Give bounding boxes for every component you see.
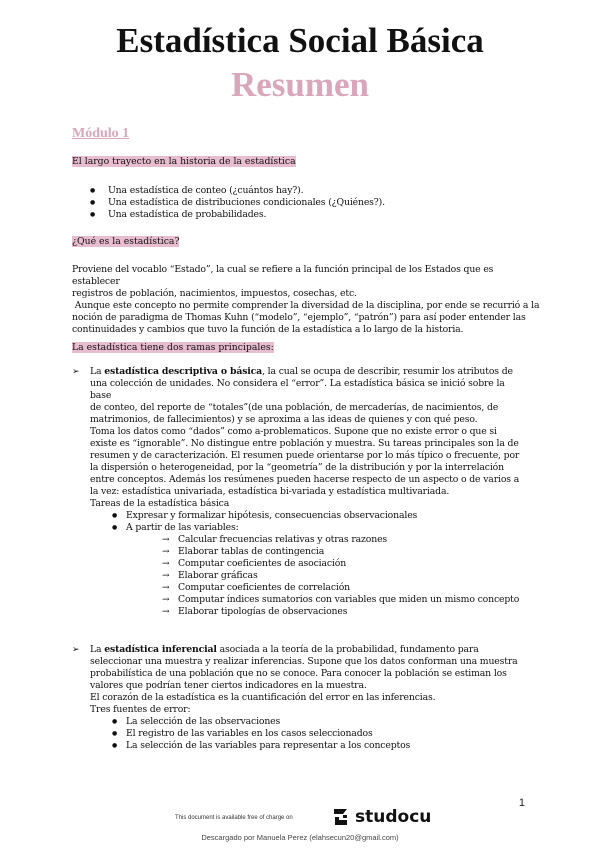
paragraph-line: existe es “ignorable”. No distingue entre población y muestra. Su tareas principales son la de [90, 438, 519, 449]
branch-rest: asociada a la teoría de la probabilidad, fundamento para [216, 644, 479, 655]
paragraph-line: continuidades y cambios que tuvo la función de la estadística a lo largo de la historia. [72, 324, 464, 335]
section-heading-definition-text: ¿Qué es la estadística? [72, 236, 180, 247]
paragraph-line: El corazón de la estadística es la cuantificación del error en las inferencias. [90, 692, 436, 703]
paragraph-line: probabilística de una población que no se conoce. Para conocer la población se estiman los [90, 668, 507, 679]
paragraph-line: Tres fuentes de error: [90, 704, 191, 715]
branch-intro-line [90, 644, 526, 656]
section-heading-branches [72, 342, 274, 353]
paragraph-line: Proviene del vocablo “Estado”, la cual se refiere a la función principal de los Estados que es establecer [72, 264, 494, 287]
list-item: → Computar índices sumatorios con variables que miden un mismo concepto [90, 594, 526, 606]
module-heading: Módulo 1 [72, 126, 130, 141]
paragraph-line: entre conceptos. Además los resúmenes pueden hacerse respecto de un aspecto o de varios a [90, 474, 520, 485]
paragraph-line: Aunque este concepto no permite comprender la diversidad de la disciplina, por ende se recurrió a la [72, 300, 540, 311]
list-item: → Elaborar tipologías de observaciones [90, 606, 526, 618]
list-item: ● El registro de las variables en los casos seleccionados [90, 728, 526, 740]
paragraph-line: la vez: estadística univariada, estadística bi-variada y estadística multivariada. [90, 486, 450, 497]
section-heading-history-text: El largo trayecto en la historia de la estadística [72, 156, 296, 167]
list-item-label: A partir de las variables: [126, 522, 239, 533]
studocu-mark-icon [330, 806, 352, 828]
studocu-logo[interactable] [330, 806, 430, 828]
error-sources-list [90, 716, 526, 752]
branch-term: estadística descriptiva o básica [104, 366, 263, 377]
list-item [90, 522, 526, 534]
paragraph-line: la dispersión o heterogeneidad, por la “geometría” de la distribución y por la interrelación [90, 462, 504, 473]
history-list [72, 185, 385, 221]
paragraph-line: de conteo, del reporte de “totales”(de una población, de mercaderías, de nacimientos, de [90, 402, 499, 413]
arrow-bullet-icon: ➢ [72, 645, 80, 655]
branch-lead: La [90, 644, 105, 655]
list-item: ● La selección de las variables para representar a los conceptos [90, 740, 526, 752]
paragraph-line: registros de población, nacimientos, impuestos, cosechas, etc. [72, 288, 357, 299]
tasks-list [90, 510, 526, 534]
paragraph-line: resumen y de caracterización. El resumen puede orientarse por lo más típico o frecuente, por [90, 450, 520, 461]
studocu-wordmark: studocu [355, 807, 432, 827]
list-item: → Computar coeficientes de asociación [90, 558, 526, 570]
section-heading-definition [72, 236, 179, 247]
download-note: Descargado por Manuela Perez (elahsecun20@gmail.com) [201, 833, 399, 842]
section-heading-branches-text: La estadística tiene dos ramas principales: [72, 342, 274, 353]
document-title: Estadística Social Básica [116, 21, 484, 60]
paragraph-line: Tareas de la estadística básica [90, 498, 230, 509]
list-item: → Elaborar gráficas [90, 570, 526, 582]
paragraph-line: una colección de unidades. No considera el “error”. La estadística básica se inició sobre la base [90, 378, 505, 401]
branch-rest: , la cual se ocupa de describir, resumir los atributos de [262, 366, 513, 377]
branch-descriptiva [72, 366, 526, 618]
definition-paragraph [72, 264, 540, 336]
paragraph-line: Toma los datos como “dados” como a-problematicos. Supone que no existe error o que si [90, 426, 497, 437]
branch-intro-line [90, 366, 526, 378]
branch-inferencial [72, 644, 526, 752]
arrow-bullet-icon: ➢ [72, 367, 80, 377]
section-heading-history [72, 156, 296, 167]
page-number: 1 [518, 797, 525, 809]
paragraph-line: noción de paradigma de Thomas Kuhn (“modelo”, “ejemplo”, “patrón”) para así poder entender las [72, 312, 526, 323]
list-item: → Calcular frecuencias relativas y otras razones [90, 534, 526, 546]
list-item: ● Una estadística de conteo (¿cuántos hay?). [72, 185, 385, 197]
list-item: → Computar coeficientes de correlación [90, 582, 526, 594]
list-item: ● Expresar y formalizar hipótesis, consecuencias observacionales [90, 510, 526, 522]
list-item: ● Una estadística de distribuciones condicionales (¿Quiénes?). [72, 197, 385, 209]
branch-term: estadística inferencial [104, 644, 217, 655]
paragraph-line: seleccionar una muestra y realizar inferencias. Supone que los datos conforman una muestra [90, 656, 518, 667]
list-item: → Elaborar tablas de contingencia [90, 546, 526, 558]
paragraph-line: matrimonios, de fallecimientos) y se aproxima a las ideas de quienes y con qué peso. [90, 414, 478, 425]
paragraph-line: valores que podrían tener ciertos indicadores en la muestra. [90, 680, 367, 691]
list-item: ● Una estadística de probabilidades. [72, 209, 385, 221]
distribution-note: This document is available free of charge on [175, 815, 293, 821]
document-subtitle: Resumen [230, 65, 370, 104]
branch-lead: La [90, 366, 105, 377]
subtasks-list [90, 534, 526, 618]
list-item: ● La selección de las observaciones [90, 716, 526, 728]
